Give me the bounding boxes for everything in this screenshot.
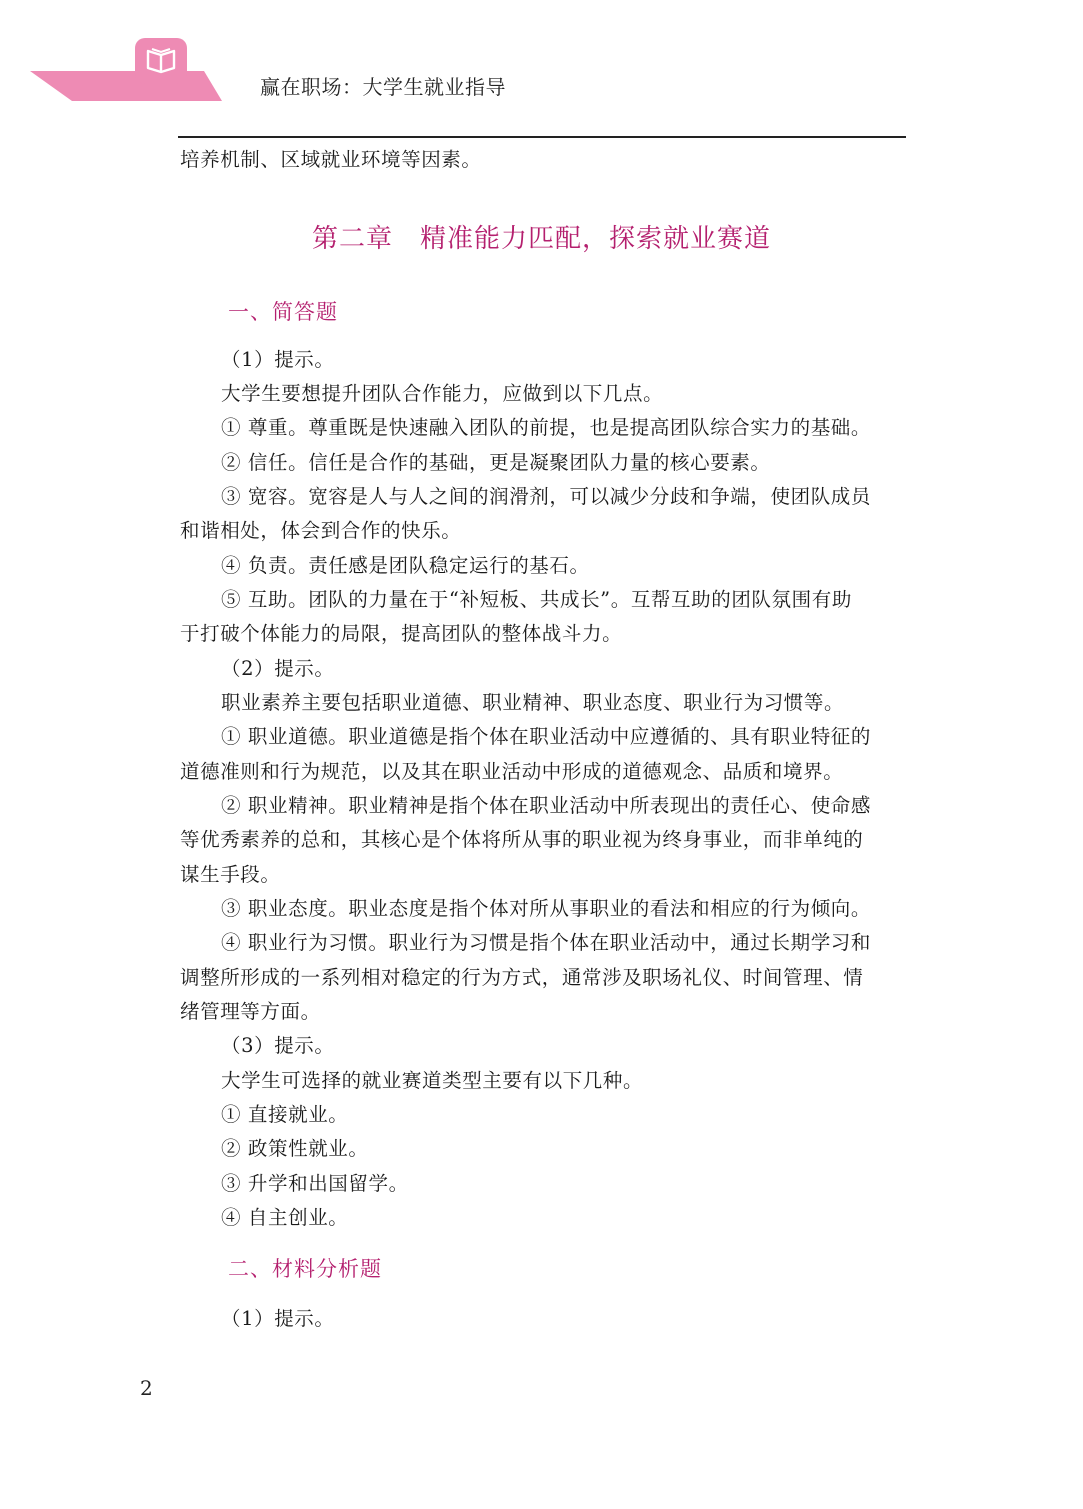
- paragraph-line: 等优秀素养的总和，其核心是个体将所从事的职业视为终身事业，而非单纯的: [180, 828, 864, 851]
- paragraph-line: 大学生可选择的就业赛道类型主要有以下几种。: [221, 1069, 644, 1092]
- paragraph-line: 道德准则和行为规范，以及其在职业活动中形成的道德观念、品质和境界。: [180, 760, 844, 783]
- question-label: （1）提示。: [221, 348, 335, 371]
- list-item: ④ 职业行为习惯。职业行为习惯是指个体在职业活动中，通过长期学习和: [221, 931, 871, 954]
- chapter-title: 第二章 精准能力匹配，探索就业赛道: [311, 224, 771, 254]
- paragraph-line: 大学生要想提升团队合作能力，应做到以下几点。: [221, 382, 664, 405]
- list-item: ④ 自主创业。: [221, 1206, 349, 1229]
- list-item: ① 职业道德。职业道德是指个体在职业活动中应遵循的、具有职业特征的: [221, 725, 871, 748]
- list-item: ② 政策性就业。: [221, 1137, 369, 1160]
- list-item: ⑤ 互助。团队的力量在于“补短板、共成长”。互帮互助的团队氛围有助: [221, 588, 852, 611]
- book-icon: [144, 46, 178, 76]
- header-divider: [178, 136, 906, 138]
- list-item: ③ 职业态度。职业态度是指个体对所从事职业的看法和相应的行为倾向。: [221, 897, 871, 920]
- list-item: ③ 升学和出国留学。: [221, 1172, 409, 1195]
- question-label: （1）提示。: [221, 1307, 335, 1330]
- section-title-short-answer: 一、简答题: [228, 300, 338, 324]
- section-title-material-analysis: 二、材料分析题: [228, 1257, 382, 1281]
- list-item: ② 信任。信任是合作的基础，更是凝聚团队力量的核心要素。: [221, 451, 771, 474]
- list-item: ④ 负责。责任感是团队稳定运行的基石。: [221, 554, 590, 577]
- header-decoration-band: [30, 71, 222, 101]
- paragraph-line: 谋生手段。: [180, 863, 281, 886]
- page-number: 2: [140, 1376, 153, 1400]
- list-item: ② 职业精神。职业精神是指个体在职业活动中所表现出的责任心、使命感: [221, 794, 871, 817]
- paragraph-line: 于打破个体能力的局限，提高团队的整体战斗力。: [180, 622, 623, 645]
- book-title: 赢在职场：大学生就业指导: [260, 75, 506, 99]
- paragraph-line: 绪管理等方面。: [180, 1000, 321, 1023]
- paragraph-line: 培养机制、区域就业环境等因素。: [180, 148, 482, 171]
- paragraph-line: 和谐相处，体会到合作的快乐。: [180, 519, 462, 542]
- list-item: ① 尊重。尊重既是快速融入团队的前提，也是提高团队综合实力的基础。: [221, 416, 871, 439]
- list-item: ③ 宽容。宽容是人与人之间的润滑剂，可以减少分歧和争端，使团队成员: [221, 485, 871, 508]
- book-badge: [135, 38, 187, 84]
- paragraph-line: 调整所形成的一系列相对稳定的行为方式，通常涉及职场礼仪、时间管理、情: [180, 966, 864, 989]
- question-label: （3）提示。: [221, 1034, 335, 1057]
- list-item: ① 直接就业。: [221, 1103, 349, 1126]
- question-label: （2）提示。: [221, 657, 335, 680]
- paragraph-line: 职业素养主要包括职业道德、职业精神、职业态度、职业行为习惯等。: [221, 691, 845, 714]
